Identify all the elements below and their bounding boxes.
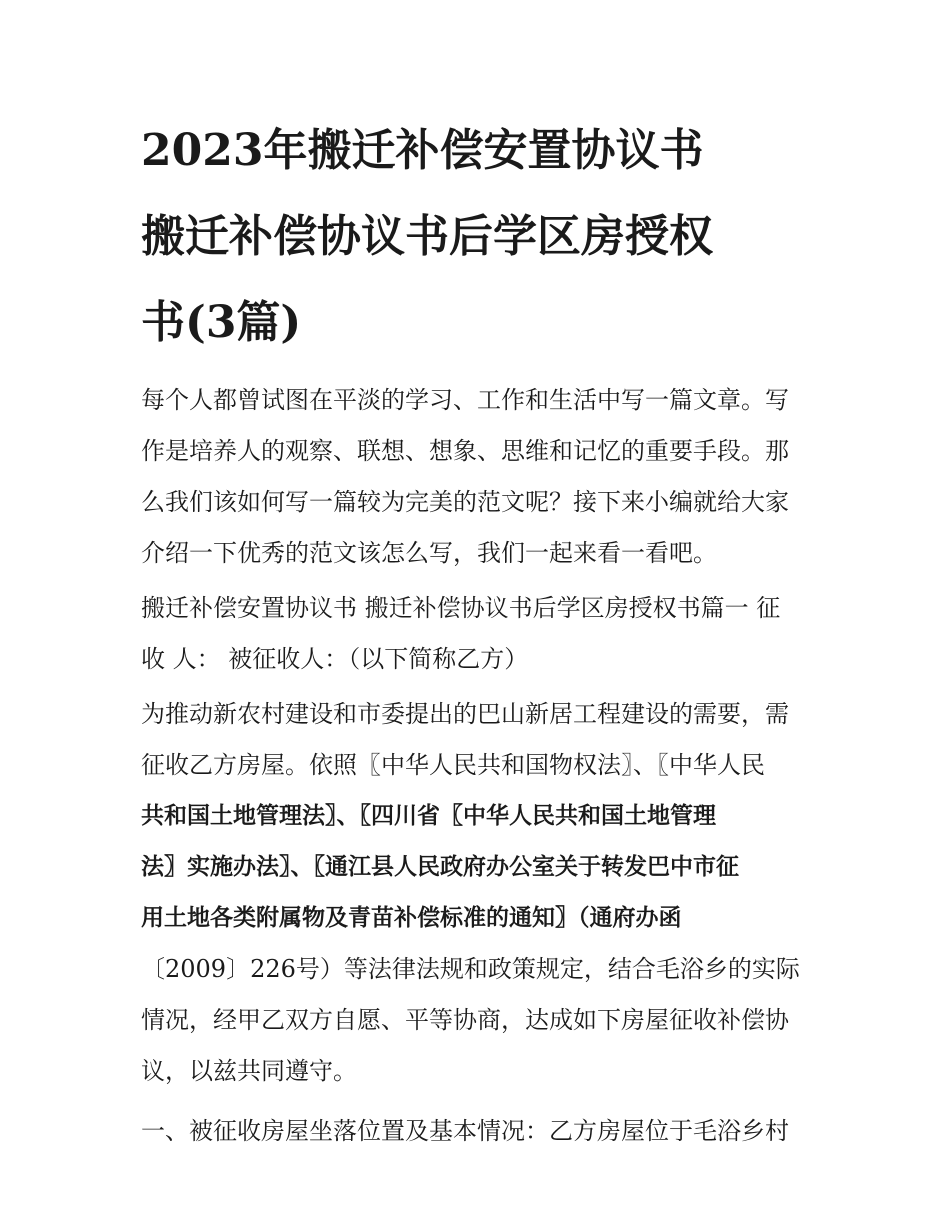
intro-line: 介绍一下优秀的范文该怎么写，我们一起来看一看吧。 bbox=[141, 539, 717, 567]
paragraph-line: 为推动新农村建设和市委提出的巴山新居工程建设的需要，需 bbox=[141, 700, 789, 728]
intro-line: 每个人都曾试图在平淡的学习、工作和生活中写一篇文章。写 bbox=[141, 386, 789, 414]
paragraph-line: 〔2009〕226号）等法律法规和政策规定，结合毛浴乡的实际 bbox=[141, 955, 800, 983]
title-line-1 bbox=[141, 108, 821, 194]
intro-line: 作是培养人的观察、联想、想象、思维和记忆的重要手段。那 bbox=[141, 437, 789, 465]
title-line-2: 搬迁补偿协议书后学区房授权 bbox=[141, 211, 713, 262]
title-line-1-text: 年搬迁补偿安置协议书 bbox=[263, 125, 704, 176]
paragraph-line: 议，以兹共同遵守。 bbox=[141, 1057, 357, 1085]
section-heading-line: 收 人： 被征收人：（以下简称乙方） bbox=[141, 645, 529, 673]
paragraph-1 bbox=[141, 689, 821, 1097]
section-heading bbox=[141, 583, 821, 685]
document-title bbox=[141, 108, 821, 366]
paragraph-line: 法〗实施办法〗、〖通江县人民政府办公室关于转发巴中市征 bbox=[141, 854, 739, 880]
document-page bbox=[141, 108, 821, 1157]
title-year: 2023 bbox=[141, 125, 264, 176]
paragraph-line: 情况，经甲乙双方自愿、平等协商，达成如下房屋征收补偿协 bbox=[141, 1006, 789, 1034]
intro-paragraph bbox=[141, 375, 821, 579]
paragraph-2 bbox=[141, 1106, 821, 1157]
paragraph-line: 共和国土地管理法〗、〖四川省〖中华人民共和国土地管理 bbox=[141, 803, 716, 829]
section-heading-line: 搬迁补偿安置协议书 搬迁补偿协议书后学区房授权书篇一 征 bbox=[141, 594, 781, 622]
title-line-3: 书(3篇) bbox=[141, 297, 302, 348]
intro-line: 么我们该如何写一篇较为完美的范文呢？接下来小编就给大家 bbox=[141, 488, 789, 516]
paragraph-line: 用土地各类附属物及青苗补偿标准的通知〗（通府办函 bbox=[141, 905, 682, 931]
paragraph-line: 征收乙方房屋。依照〖中华人民共和国物权法〗、〖中华人民 bbox=[141, 751, 765, 779]
paragraph-line: 一、被征收房屋坐落位置及基本情况：乙方房屋位于毛浴乡村 bbox=[141, 1117, 789, 1145]
